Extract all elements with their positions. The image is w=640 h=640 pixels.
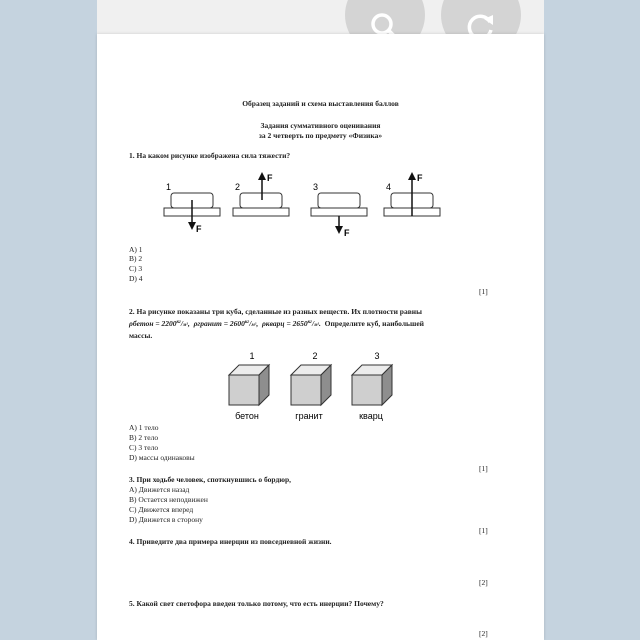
q2-option-c: C) 3 тело (129, 443, 159, 452)
force-label-3: F (344, 228, 350, 238)
density-concrete: ρбетон = 2200 (129, 319, 177, 328)
question-4: 4. Приведите два примера инерции из повседневной жизни. (129, 537, 332, 546)
force-label-4: F (417, 173, 423, 183)
q3-option-b: B) Остается неподвижен (129, 495, 208, 504)
unit-numerator: кг (244, 320, 250, 325)
figure-label-2: 2 (235, 182, 241, 192)
doc-subtitle: Задания суммативного оценивания (260, 121, 381, 130)
q1-score: [1] (479, 287, 488, 296)
density-granite: ρгранит = 2600 (193, 319, 245, 328)
unit-denominator: м³ (314, 323, 320, 328)
q1-option-b: B) 2 (129, 254, 143, 263)
q2-line3: массы. (129, 331, 153, 340)
question-2: 2. На рисунке показаны три куба, сделанные из разных веществ. Их плотности равны (129, 307, 422, 316)
force-label-2: F (267, 173, 273, 183)
unit-numerator: кг (176, 320, 181, 325)
left-margin (0, 0, 97, 640)
cube-number-1: 1 (249, 351, 255, 361)
cube-number-2: 2 (312, 351, 318, 361)
cube-number-3: 3 (374, 351, 380, 361)
q2-density-line: ρбетон = $2200^{кг}/м^3$, ρгранит = $2600^{кг}/м^3$, ρкварц = $2650^{кг}/м^3$. Определите куб, наибольшей (129, 319, 424, 328)
question-5: 5. Какой свет светофора введен только потому, что есть инерции? Почему? (129, 599, 384, 608)
q5-score: [2] (479, 629, 488, 638)
cube-label-granite: гранит (295, 411, 323, 421)
q2-cubes-figure (221, 349, 401, 429)
cube-2 (291, 351, 331, 421)
force-label-1: F (196, 224, 202, 234)
q4-score: [2] (479, 578, 488, 587)
q2-option-b: B) 2 тело (129, 433, 159, 442)
figure-label-1: 1 (166, 182, 172, 192)
q2-option-a: A) 1 тело (129, 423, 159, 432)
question-3: 3. При ходьбе человек, споткнувшись о бордюр, (129, 475, 292, 484)
q3-score: [1] (479, 526, 488, 535)
document-page (97, 34, 544, 640)
q1-option-a: A) 1 (129, 245, 143, 254)
question-1: 1. На каком рисунке изображена сила тяжести? (129, 151, 291, 160)
doc-subtitle-quarter: за 2 четверть по предмету «Физика» (258, 131, 383, 140)
cube-label-quartz: кварц (359, 411, 383, 421)
unit-denominator: м³ (183, 323, 188, 328)
q3-option-a: A) Движется назад (129, 485, 190, 494)
q1-figure (161, 166, 501, 246)
cube-1 (229, 351, 269, 421)
q1-option-c: C) 3 (129, 264, 143, 273)
q2-score: [1] (479, 464, 488, 473)
cube-label-concrete: бетон (235, 411, 259, 421)
figure-label-3: 3 (313, 182, 319, 192)
right-margin (544, 0, 640, 640)
unit-denominator: м³ (251, 323, 257, 328)
q2-instruction: Определите куб, наибольшей (324, 319, 424, 328)
q3-option-d: D) Движется в сторону (129, 515, 203, 524)
figure-label-4: 4 (386, 182, 392, 192)
density-quartz: ρкварц = 2650 (261, 319, 308, 328)
q1-option-d: D) 4 (129, 274, 143, 283)
unit-numerator: кг (307, 320, 312, 325)
q2-option-d: D) массы одинаковы (129, 453, 195, 462)
cube-3 (352, 351, 392, 421)
q3-option-c: C) Движется вперед (129, 505, 194, 514)
doc-title: Образец заданий и схема выставления баллов (242, 99, 399, 108)
